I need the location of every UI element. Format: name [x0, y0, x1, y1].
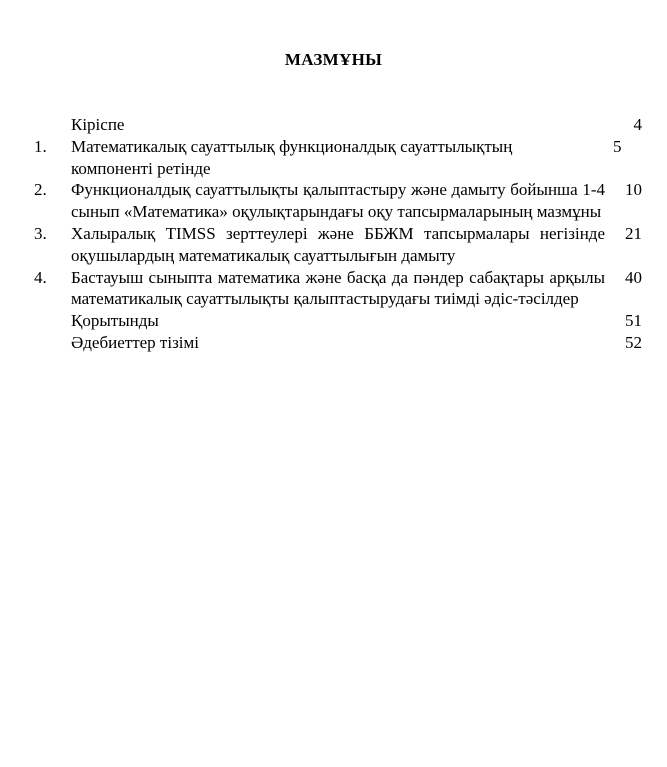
- toc-entry-text: Қорытынды: [71, 311, 159, 331]
- table-of-contents: [34, 114, 644, 354]
- toc-entry-page: 21: [625, 223, 642, 243]
- toc-entry-conclusion: [34, 310, 644, 332]
- toc-entry-2: [34, 179, 644, 223]
- toc-entry-page: 4: [633, 115, 642, 134]
- toc-entry-4: [34, 267, 644, 311]
- toc-entry-text: Математикалық сауаттылық функционалдық сауаттылықтың компоненті ретінде: [71, 136, 513, 178]
- toc-entry-introduction: [34, 114, 644, 136]
- page-title: МАЗМҰНЫ: [284, 50, 383, 69]
- toc-entry-text: Кіріспе: [71, 115, 125, 134]
- toc-entry-text: Функционалдық сауаттылықты қалыптастыру және дамыту бойынша 1-4 сынып «Математика» оқулықтарындағы оқу тапсырмаларының мазмұны: [71, 180, 605, 222]
- toc-entry-page: 40: [625, 267, 642, 287]
- toc-entry-number: 2.: [34, 180, 47, 200]
- toc-entry-text: Бастауыш сыныпта математика және басқа да пәндер сабақтары арқылы математикалық сауаттылықты қалыптастырудағы тиімді әдіс-тәсілдер: [71, 267, 605, 309]
- toc-entry-number: 4.: [34, 267, 47, 287]
- toc-entry-number: 1.: [34, 136, 47, 156]
- toc-entry-page: 5: [613, 136, 622, 156]
- toc-entry-page: 10: [625, 180, 642, 200]
- toc-entry-number: 3.: [34, 223, 47, 243]
- toc-entry-page: 51: [625, 311, 642, 331]
- toc-entry-references: [34, 332, 644, 354]
- toc-entry-1: [34, 136, 644, 180]
- toc-entry-3: [34, 223, 644, 267]
- toc-entry-page: 52: [625, 332, 642, 352]
- toc-entry-text: Халыралық TIMSS зерттеулері және ББЖМ тапсырмалары негізінде оқушылардың математикалық сауаттылығын дамыту: [71, 223, 605, 265]
- toc-entry-text: Әдебиеттер тізімі: [71, 332, 199, 352]
